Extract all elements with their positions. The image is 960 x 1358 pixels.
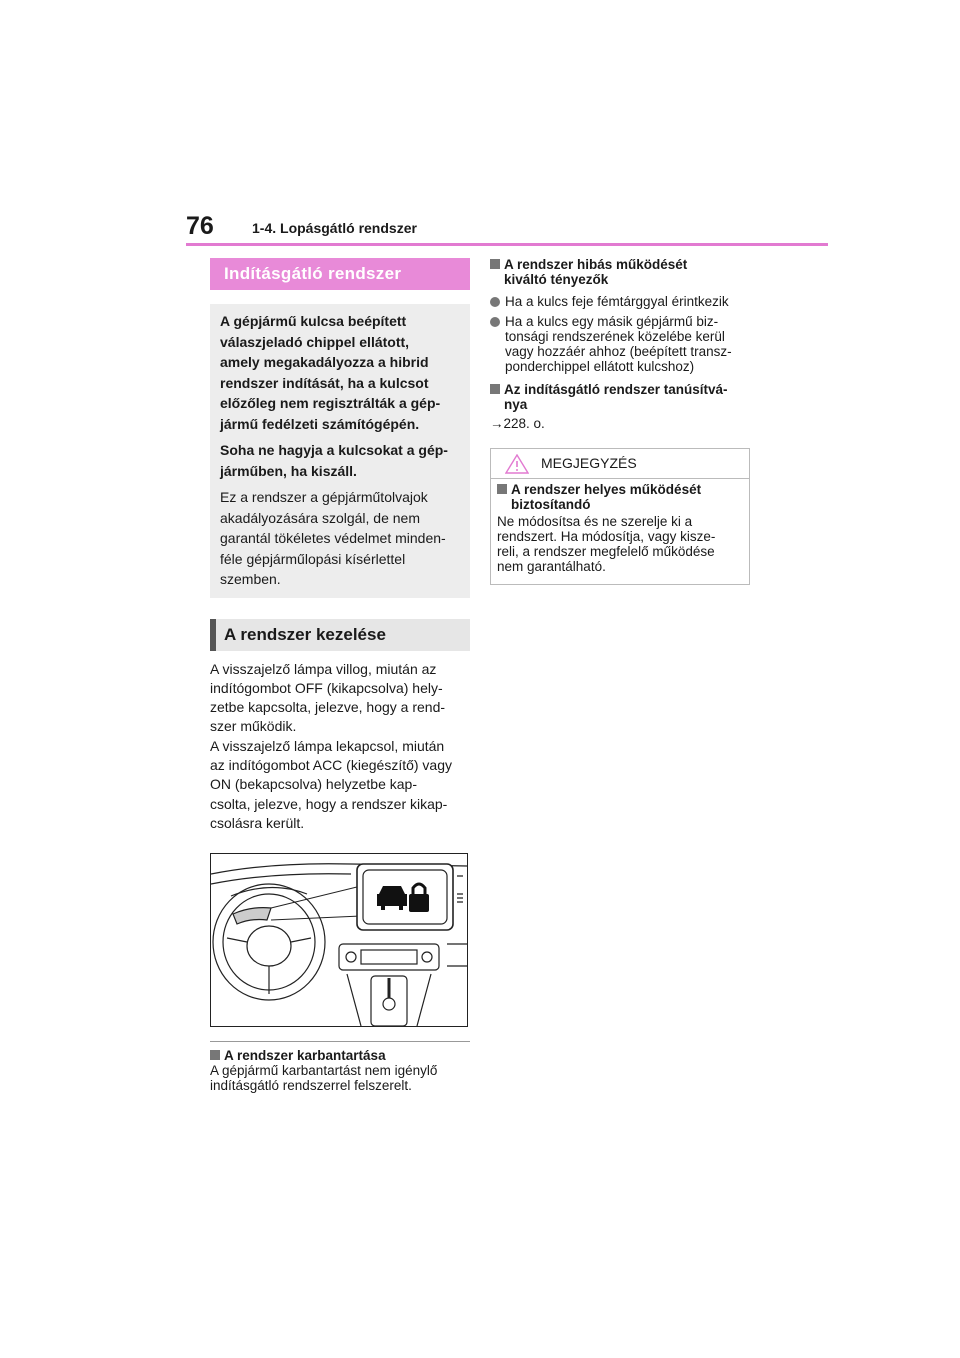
text-line: kiváltó tényezők	[504, 272, 609, 287]
heading-text	[511, 482, 701, 512]
text-line: szemben.	[220, 571, 281, 587]
list-item	[490, 294, 752, 309]
maintenance-block	[210, 1048, 470, 1093]
dashboard-illustration	[210, 853, 468, 1027]
page-number: 76	[186, 212, 214, 240]
separator	[210, 1041, 470, 1042]
note-body	[491, 479, 749, 584]
text-line: csolta, jelezve, hogy a rendszer kikap-	[210, 795, 448, 812]
note-header	[491, 449, 749, 479]
heading-text	[504, 257, 687, 287]
text-line: A visszajelző lámpa villog, miután az	[210, 660, 437, 677]
intro-normal-paragraph	[220, 487, 460, 590]
text-line: jármű fedélzeti számítógépén.	[220, 415, 420, 432]
text-line: vagy hozzáér ahhoz (beépített transz-	[505, 344, 732, 359]
section-banner-immobilizer: Indításgátló rendszer	[210, 258, 470, 290]
list-item	[490, 314, 752, 374]
text-line: Ez a rendszer a gépjárműtolvajok	[220, 489, 428, 505]
text-line: Soha ne hagyja a kulcsokat a gép-	[220, 442, 448, 458]
text-line: garantál tökéletes védelmet minden-	[220, 530, 446, 546]
round-bullet-icon	[490, 317, 500, 327]
factors-heading	[490, 257, 752, 287]
warning-icon	[505, 454, 529, 474]
maintenance-text	[210, 1063, 470, 1093]
note-heading	[497, 482, 743, 512]
header-rule	[186, 243, 828, 246]
intro-warning-paragraph	[220, 440, 460, 481]
text-line: nem garantálható.	[497, 559, 606, 574]
intro-bold-paragraph	[220, 311, 460, 434]
text-line: zetbe kapcsolta, jelezve, hogy a rend-	[210, 699, 446, 716]
text-line: A gépjármű kulcsa beépített	[220, 313, 407, 329]
text-line: tonsági rendszerének közelébe kerül	[505, 329, 725, 344]
text-line: az indítógombot ACC (kiegészítő) vagy	[210, 756, 453, 773]
maintenance-heading	[210, 1048, 470, 1063]
square-bullet-icon	[490, 259, 500, 269]
certification-heading	[490, 382, 752, 412]
square-bullet-icon	[210, 1050, 220, 1060]
text-line: Ne módosítsa és ne szerelje ki a	[497, 514, 693, 529]
text-line: A visszajelző lámpa lekapcsol, miután	[210, 737, 445, 754]
text-line: csolásra került.	[210, 814, 305, 831]
text-line: reli, a rendszer megfelelő működése	[497, 544, 715, 559]
text-line: A rendszer hibás működését	[504, 257, 688, 272]
note-box	[490, 448, 750, 585]
text-line: rendszer indítását, ha a kulcsot	[220, 374, 429, 391]
text-line: ON (bekapcsolva) helyzetbe kap-	[210, 776, 417, 793]
text-line: Ha a kulcs egy másik gépjármű biz-	[505, 314, 719, 329]
text-line: Az indításgátló rendszer tanúsítvá-	[504, 382, 728, 397]
text-line: válaszjeladó chippel ellátott,	[220, 333, 410, 350]
note-text	[497, 514, 743, 574]
heading-text	[504, 382, 728, 412]
operation-body	[210, 660, 470, 834]
text-line: szer működik.	[210, 718, 297, 735]
bullet-text	[505, 314, 732, 374]
text-line: Ha a kulcs feje fémtárggyal érintkezik	[505, 294, 729, 309]
round-bullet-icon	[490, 297, 500, 307]
square-bullet-icon	[490, 384, 500, 394]
page-reference-link[interactable]: →228. o.	[490, 416, 545, 431]
heading-text: A rendszer karbantartása	[224, 1048, 386, 1064]
text-line: A gépjármű karbantartást nem igénylő	[210, 1063, 438, 1079]
text-line: rendszert. Ha módosítja, vagy kisze-	[497, 529, 716, 544]
text-line: nya	[504, 397, 528, 412]
text-line: előzőleg nem regisztrálták a gép-	[220, 395, 441, 411]
text-line: A rendszer helyes működését	[511, 482, 702, 497]
text-line: amely megakadályozza a hibrid	[220, 354, 429, 370]
text-line: biztosítandó	[511, 497, 591, 512]
square-bullet-icon	[497, 484, 507, 494]
text-line: akadályozására szolgál, de nem	[220, 509, 421, 526]
note-label: MEGJEGYZÉS	[541, 455, 637, 471]
left-column	[210, 258, 470, 1093]
text-line: járműben, ha kiszáll.	[220, 462, 357, 479]
right-column	[490, 257, 752, 585]
text-line: indításgátló rendszerrel felszerelt.	[210, 1078, 412, 1094]
intro-box	[210, 304, 470, 598]
section-heading-operation: A rendszer kezelése	[210, 619, 470, 651]
text-line: ponderchippel ellátott kulcshoz)	[505, 359, 695, 374]
text-line: féle gépjárműlopási kísérlettel	[220, 550, 406, 567]
chapter-title: 1-4. Lopásgátló rendszer	[252, 220, 417, 236]
text-line: indítógombot OFF (kikapcsolva) hely-	[210, 679, 443, 696]
